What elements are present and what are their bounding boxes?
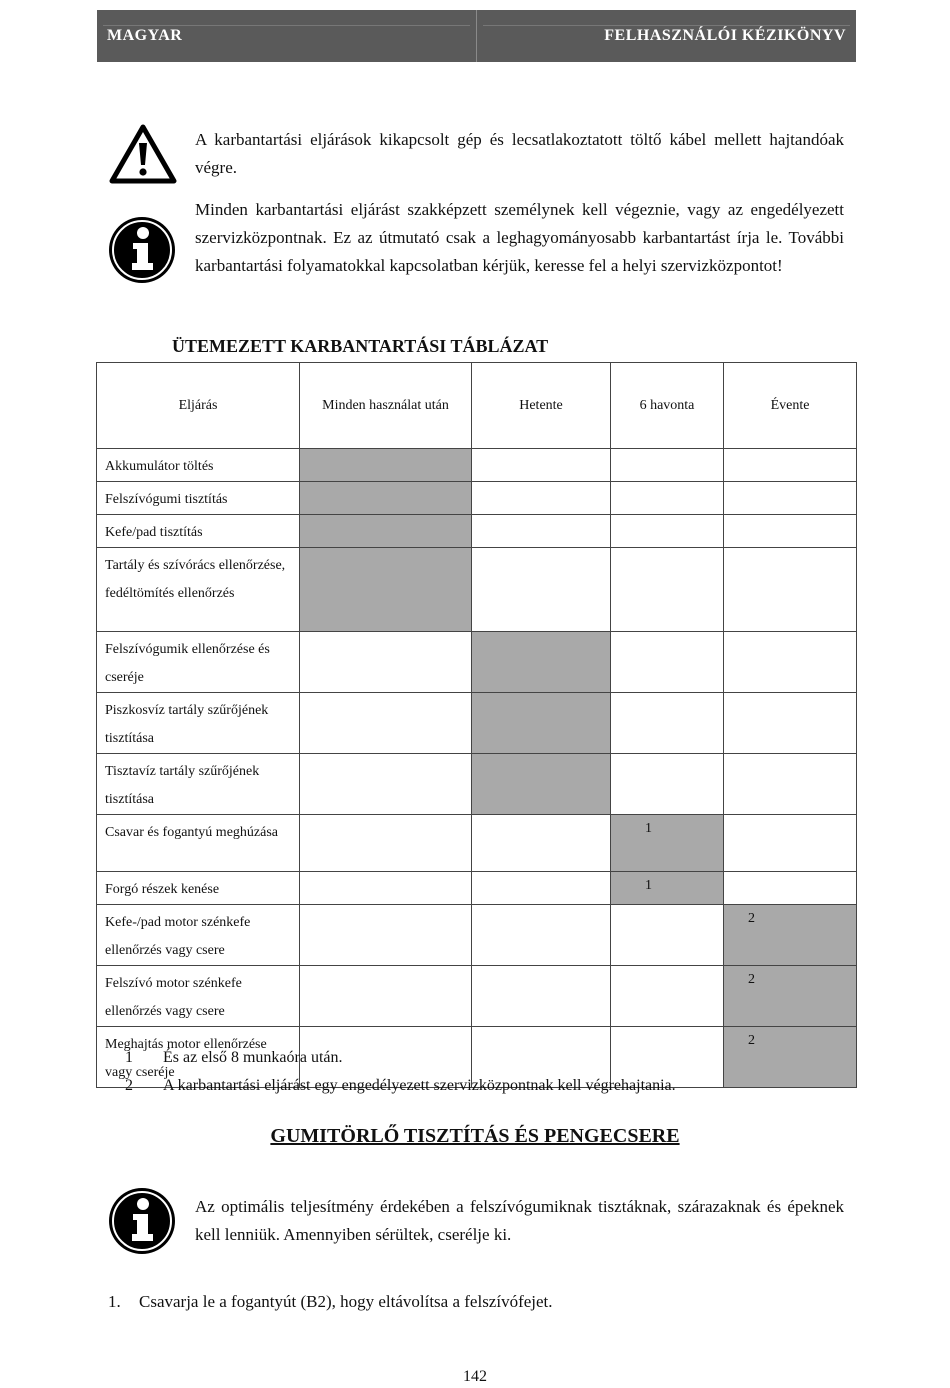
procedure-cell: Tartály és szívórács ellenőrzése, fedéltömítés ellenőrzés — [97, 548, 300, 632]
table-row — [97, 905, 857, 966]
procedure-cell: Felszívógumi tisztítás — [97, 482, 300, 515]
column-header: 6 havonta — [611, 363, 724, 449]
schedule-mark: 2 — [724, 905, 857, 966]
column-header: Évente — [724, 363, 857, 449]
column-header: Eljárás — [97, 363, 300, 449]
table-row — [97, 632, 857, 693]
maintenance-table — [96, 362, 857, 1088]
table-row — [97, 815, 857, 872]
table-row — [97, 872, 857, 905]
schedule-mark: 1 — [611, 872, 724, 905]
schedule-mark: 2 — [724, 1027, 857, 1088]
table-row — [97, 548, 857, 632]
procedure-cell: Piszkosvíz tartály szűrőjének tisztítása — [97, 693, 300, 754]
footnote-text: És az első 8 munkaóra után. — [163, 1049, 343, 1066]
table-row — [97, 515, 857, 548]
schedule-mark — [472, 693, 611, 754]
procedure-cell: Tisztavíz tartály szűrőjének tisztítása — [97, 754, 300, 815]
table-row — [97, 966, 857, 1027]
info-text: Az optimális teljesítmény érdekében a felszívógumiknak tisztáknak, szárazaknak és épeknek kell lenniük. Amennyiben sérültek, cserélje ki. — [195, 1197, 844, 1244]
footnote-text: A karbantartási eljárást egy engedélyezett szervizközpontnak kell végrehajtania. — [163, 1077, 676, 1094]
procedure-cell: Csavar és fogantyú meghúzása — [97, 815, 300, 872]
table-title: ÜTEMEZETT KARBANTARTÁSI TÁBLÁZAT — [172, 336, 549, 356]
procedure-cell: Kefe/pad tisztítás — [97, 515, 300, 548]
footnote — [125, 1072, 676, 1100]
column-header: Hetente — [472, 363, 611, 449]
warning-icon — [108, 123, 178, 185]
info-text: Minden karbantartási eljárást szakképzett személynek kell végeznie, vagy az engedélyezett szervizközpontnak. Ez az útmutató csak a leghagyományosabb karbantartást írja le. További karbantartási folyamatokkal kapcsolatban kérjük, keresse fel a helyi szervizközpontot! — [195, 200, 844, 275]
procedure-cell: Felszívó motor szénkefe ellenőrzés vagy csere — [97, 966, 300, 1027]
table-row — [97, 754, 857, 815]
column-header: Minden használat után — [300, 363, 472, 449]
warning-text: A karbantartási eljárások kikapcsolt gép és lecsatlakoztatott töltő kábel mellett hajtandóak végre. — [195, 130, 844, 177]
header-bar — [97, 10, 856, 62]
page-number: 142 — [463, 1368, 487, 1385]
header-manual-title: FELHASZNÁLÓI KÉZIKÖNYV — [477, 10, 856, 62]
footnote-number: 1 — [125, 1049, 133, 1066]
schedule-mark — [300, 515, 472, 548]
step-item — [108, 1292, 553, 1312]
info-icon — [108, 1187, 176, 1255]
table-header-row — [97, 363, 857, 449]
info-icon — [108, 216, 176, 284]
footnotes — [125, 1044, 676, 1100]
step-number: 1. — [108, 1292, 121, 1311]
schedule-mark — [300, 482, 472, 515]
schedule-mark — [472, 632, 611, 693]
section-title: GUMITÖRLŐ TISZTÍTÁS ÉS PENGECSERE — [270, 1125, 680, 1147]
schedule-mark — [300, 449, 472, 482]
schedule-mark: 1 — [611, 815, 724, 872]
schedule-mark — [472, 754, 611, 815]
header-language: MAGYAR — [97, 10, 477, 62]
procedure-cell: Akkumulátor töltés — [97, 449, 300, 482]
procedure-cell: Meghajtás motor ellenőrzése vagy cseréje — [97, 1027, 300, 1088]
procedure-cell: Felszívógumik ellenőrzése és cseréje — [97, 632, 300, 693]
table-row — [97, 482, 857, 515]
table-row — [97, 693, 857, 754]
footnote-number: 2 — [125, 1077, 133, 1094]
schedule-mark: 2 — [724, 966, 857, 1027]
schedule-mark — [300, 548, 472, 632]
step-text: Csavarja le a fogantyút (B2), hogy eltávolítsa a felszívófejet. — [139, 1292, 553, 1311]
table-row — [97, 449, 857, 482]
footnote — [125, 1044, 676, 1072]
procedure-cell: Kefe-/pad motor szénkefe ellenőrzés vagy csere — [97, 905, 300, 966]
procedure-cell: Forgó részek kenése — [97, 872, 300, 905]
